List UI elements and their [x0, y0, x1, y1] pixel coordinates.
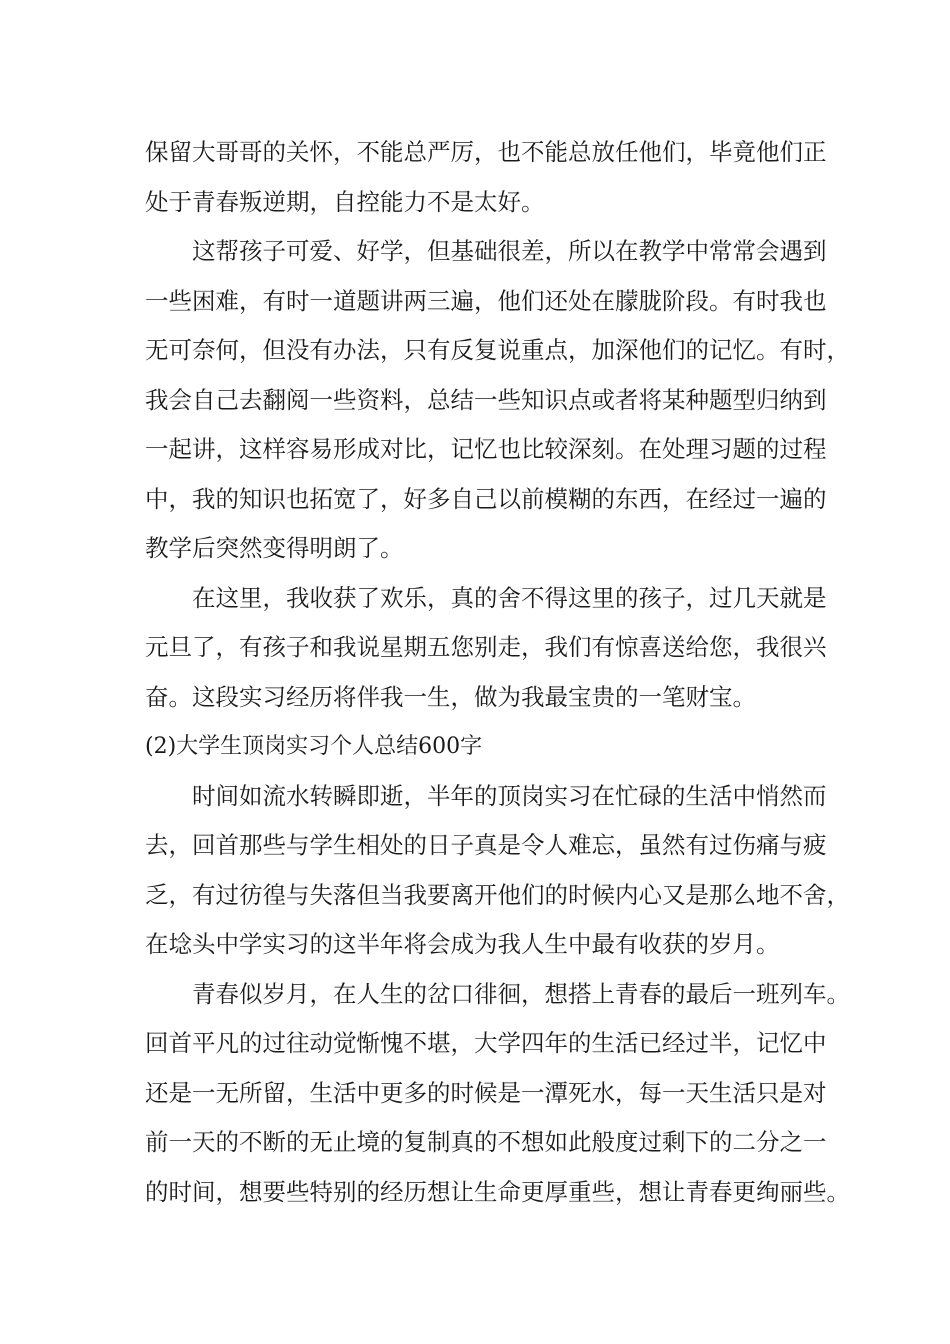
text-line: 在埝头中学实习的这半年将会成为我人生中最有收获的岁月。 — [145, 930, 780, 958]
text-line: 的时间，想要些特别的经历想让生命更厚重些，想让青春更绚丽些。 — [145, 1177, 850, 1206]
text-line: 奋。这段实习经历将伴我一生，做为我最宝贵的一笔财宝。 — [145, 682, 756, 711]
text-line: 中，我的知识也拓宽了，好多自己以前模糊的东西，在经过一遍的 — [145, 484, 827, 513]
text-line: 元旦了，有孩子和我说星期五您别走，我们有惊喜送给您，我很兴 — [145, 633, 827, 661]
text-line: 处于青春叛逆期，自控能力不是太好。 — [145, 187, 545, 216]
body-text — [145, 128, 850, 1217]
text-line: 我会自己去翻阅一些资料，总结一些知识点或者将某种题型归纳到 — [145, 385, 827, 414]
text-line: 保留大哥哥的关怀，不能总严厉，也不能总放任他们，毕竟他们正 — [145, 138, 827, 166]
text-line: 在这里，我收获了欢乐，真的舍不得这里的孩子，过几天就是 — [192, 583, 827, 612]
text-line: 回首平凡的过往动觉惭愧不堪，大学四年的生活已经过半，记忆中 — [145, 1029, 827, 1057]
text-line: 前一天的不断的无止境的复制真的不想如此般度过剩下的二分之一 — [145, 1128, 827, 1156]
text-line: 乏，有过彷徨与失落但当我要离开他们的时候内心又是那么地不舍， — [145, 880, 850, 909]
text-line: 去，回首那些与学生相处的日子真是令人难忘，虽然有过伤痛与疲 — [145, 831, 827, 859]
text-line: 时间如流水转瞬即逝，半年的顶岗实习在忙碌的生活中悄然而 — [192, 781, 827, 810]
text-line: 还是一无所留，生活中更多的时候是一潭死水，每一天生活只是对 — [145, 1078, 827, 1107]
text-line: 一起讲，这样容易形成对比，记忆也比较深刻。在处理习题的过程 — [145, 435, 827, 463]
text-line: 教学后突然变得明朗了。 — [145, 534, 404, 562]
text-line: 青春似岁月，在人生的岔口徘徊，想搭上青春的最后一班列车。 — [192, 979, 850, 1008]
text-line: 一些困难，有时一道题讲两三遍，他们还处在朦胧阶段。有时我也 — [145, 286, 827, 315]
text-line: 这帮孩子可爱、好学，但基础很差，所以在教学中常常会遇到 — [192, 237, 827, 265]
section-heading: (2)大学生顶岗实习个人总结600字 — [145, 734, 483, 759]
text-line: 无可奈何，但没有办法，只有反复说重点，加深他们的记忆。有时， — [145, 336, 850, 364]
